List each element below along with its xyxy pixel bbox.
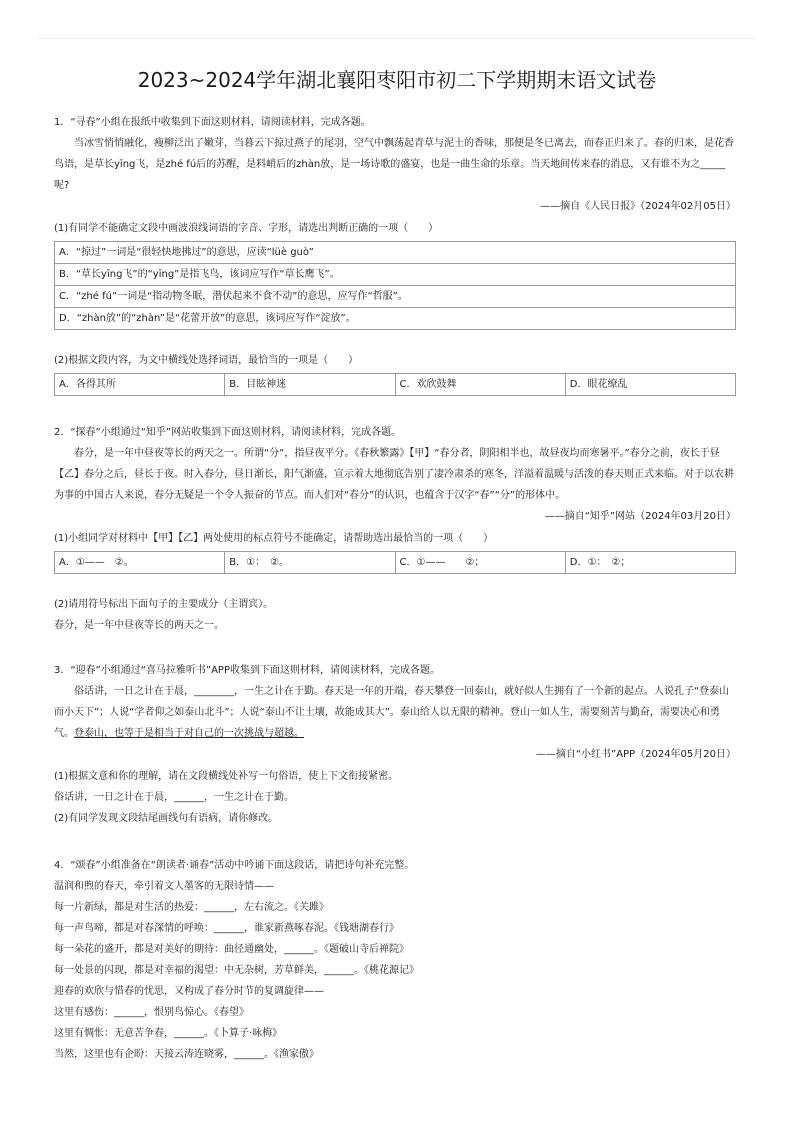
exam-content <box>54 112 736 1065</box>
q4-line: 迎春的欢欣与惜春的忧思，又构成了春分时节的复调旋律—— <box>54 986 324 997</box>
q1-stem: 1．“寻春”小组在报纸中收集到下面这则材料，请阅读材料，完成各题。 <box>54 117 371 128</box>
q2-stem: 2．“探春”小组通过“知乎”网站收集到下面这则材料，请阅读材料，完成各题。 <box>54 427 402 438</box>
q1-sub1-prompt: (1)有同学不能确定文段中画波浪线词语的字音、字形，请选出判断正确的一项（ ） <box>54 223 439 234</box>
option-b[interactable]: B．“草长yīng飞”的“yīng”是指飞鸟，该词应写作“草长鹰飞”。 <box>55 263 735 285</box>
option-a[interactable]: A．①—— ②。 <box>59 557 134 568</box>
q1-source: ——摘自《人民日报》（2024年02月05日） <box>540 201 736 212</box>
page-title: 2023~2024学年湖北襄阳枣阳市初二下学期期末语文试卷 <box>137 68 657 92</box>
question-3 <box>54 660 736 829</box>
page-top-rule <box>38 38 756 39</box>
q4-line: 温润和煦的春天，牵引着文人墨客的无限诗情—— <box>54 881 274 892</box>
q3-sub1-prompt: (1)根据文意和你的理解，请在文段横线处补写一句俗语，使上下文衔接紧密。 <box>54 771 399 782</box>
q3-underlined-sentence: 登泰山，也等于是相当于对自己的一次挑战与超越。 <box>74 728 304 739</box>
option-c[interactable]: C．欢欣鼓舞 <box>395 374 565 395</box>
q2-sub2-prompt: (2)请用符号标出下面句子的主要成分（主谓宾）。 <box>54 599 274 610</box>
option-d[interactable]: D．①： ②； <box>565 552 735 573</box>
q1-passage: 当冰雪悄悄融化，瘦柳泛出了嫩芽，当暮云下掠过燕子的尾羽，空气中飘荡起青草与泥土的香味，那便是冬已离去，而春正归来了。春的归来，是花香鸟语，是草长yīng飞，是zhé fú后的苏醒，是料峭后的zhàn放，是一场诗歌的盛宴，也是一曲生命的乐章。当天地间传来春的消息，又有谁不为之_____呢? <box>54 138 734 191</box>
q4-line: 每一声鸟啼，都是对春深情的呼唤：______，谁家新燕啄春泥。《钱塘湖春行》 <box>54 923 399 934</box>
question-1 <box>54 112 736 396</box>
question-2 <box>54 422 736 636</box>
option-d[interactable]: D．“zhàn放”的“zhàn”是“花蕾开放”的意思，该词应写作“淀放”。 <box>55 307 735 329</box>
q2-sub2-sentence: 春分，是一年中昼夜等长的两天之一。 <box>54 620 224 631</box>
q4-line: 每一朵花的盛开，都是对美好的期待：曲径通幽处，______。《题破山寺后禅院》 <box>54 944 409 955</box>
option-d[interactable]: D．眼花缭乱 <box>565 374 735 395</box>
q1-sub1-options <box>54 241 736 330</box>
option-b[interactable]: B．①： ②。 <box>224 552 394 573</box>
q3-stem: 3．“迎春”小组通过“喜马拉雅听书”APP收集到下面这则材料，请阅读材料，完成各题。 <box>54 665 440 676</box>
q2-sub1-options <box>54 551 736 574</box>
q3-passage <box>54 681 736 744</box>
option-a[interactable]: A．“掠过”一词是“很轻快地拂过”的意思，应读“lüè guò” <box>59 247 314 258</box>
q2-sub1-prompt: (1)小组同学对材料中【甲】【乙】两处使用的标点符号不能确定，请帮助选出最恰当的一项（ ） <box>54 533 494 544</box>
q3-sub1-fill: 俗话讲，一日之计在于晨，______，一生之计在于勤。 <box>54 792 294 803</box>
q2-source: ——摘自“知乎”网站（2024年03月20日） <box>544 511 736 522</box>
option-c[interactable]: C．①—— ②； <box>395 552 565 573</box>
q4-line: 当然，这里也有企盼：天接云涛连晓雾，______。《渔家傲》 <box>54 1049 319 1060</box>
q4-line: 每一片新绿，都是对生活的热爱：______，左右流之。《关雎》 <box>54 902 329 913</box>
q1-sub2-options <box>54 373 736 396</box>
q4-stem: 4．“颂春”小组准备在“朗读者·诵春”活动中吟诵下面这段话，请把诗句补充完整。 <box>54 860 415 871</box>
q4-line: 每一处景的闪现，都是对幸福的渴望：中无杂树，芳草鲜美，______。《桃花源记》 <box>54 965 419 976</box>
q4-line: 这里有感伤：______，恨别鸟惊心。《春望》 <box>54 1007 249 1018</box>
option-a[interactable]: A．各得其所 <box>59 379 116 390</box>
question-4 <box>54 855 736 1065</box>
q2-passage: 春分，是一年中昼夜等长的两天之一。所谓“分”，指昼夜平分。《春秋繁露》【甲】“春分者，阴阳相半也，故昼夜均而寒暑平。”春分之前，夜长于昼【乙】春分之后，昼长于夜。时入春分，昼日渐长，阳气渐盛，宣示着大地彻底告别了凄冷肃杀的寒冬，洋溢着温暖与活泼的春天则正式来临。对于以农耕为事的中国古人来说，春分无疑是一个令人振奋的节点。而人们对“春分”的认识，也蕴含于汉字“春”“分”的形体中。 <box>54 448 734 501</box>
q3-passage-text: 俗话讲，一日之计在于晨，________，一生之计在于勤。春天是一年的开端，春天攀登一回泰山，就好似人生拥有了一个新的起点。人说孔子“登泰山而小天下”；人说“学者仰之如泰山北斗”；人说“泰山不让土壤，故能成其大”。泰山给人以无限的精神。登山一如人生，需要刻苦与勤奋，需要决心和勇气。 <box>54 686 730 739</box>
q1-sub2-prompt: (2)根据文段内容，为文中横线处选择词语，最恰当的一项是（ ） <box>54 355 359 366</box>
option-b[interactable]: B．目眩神迷 <box>224 374 394 395</box>
q3-sub2-prompt: (2)有同学发现文段结尾画线句有语病，请你修改。 <box>54 813 279 824</box>
q3-source: ——摘自“小红书”APP（2024年05月20日） <box>535 749 736 760</box>
option-c[interactable]: C．“zhé fú”一词是“指动物冬眠，潜伏起来不食不动”的意思，应写作“哲服”。 <box>55 285 735 307</box>
q4-line: 这里有惆怅：无意苦争春，______。《卜算子·咏梅》 <box>54 1028 283 1039</box>
